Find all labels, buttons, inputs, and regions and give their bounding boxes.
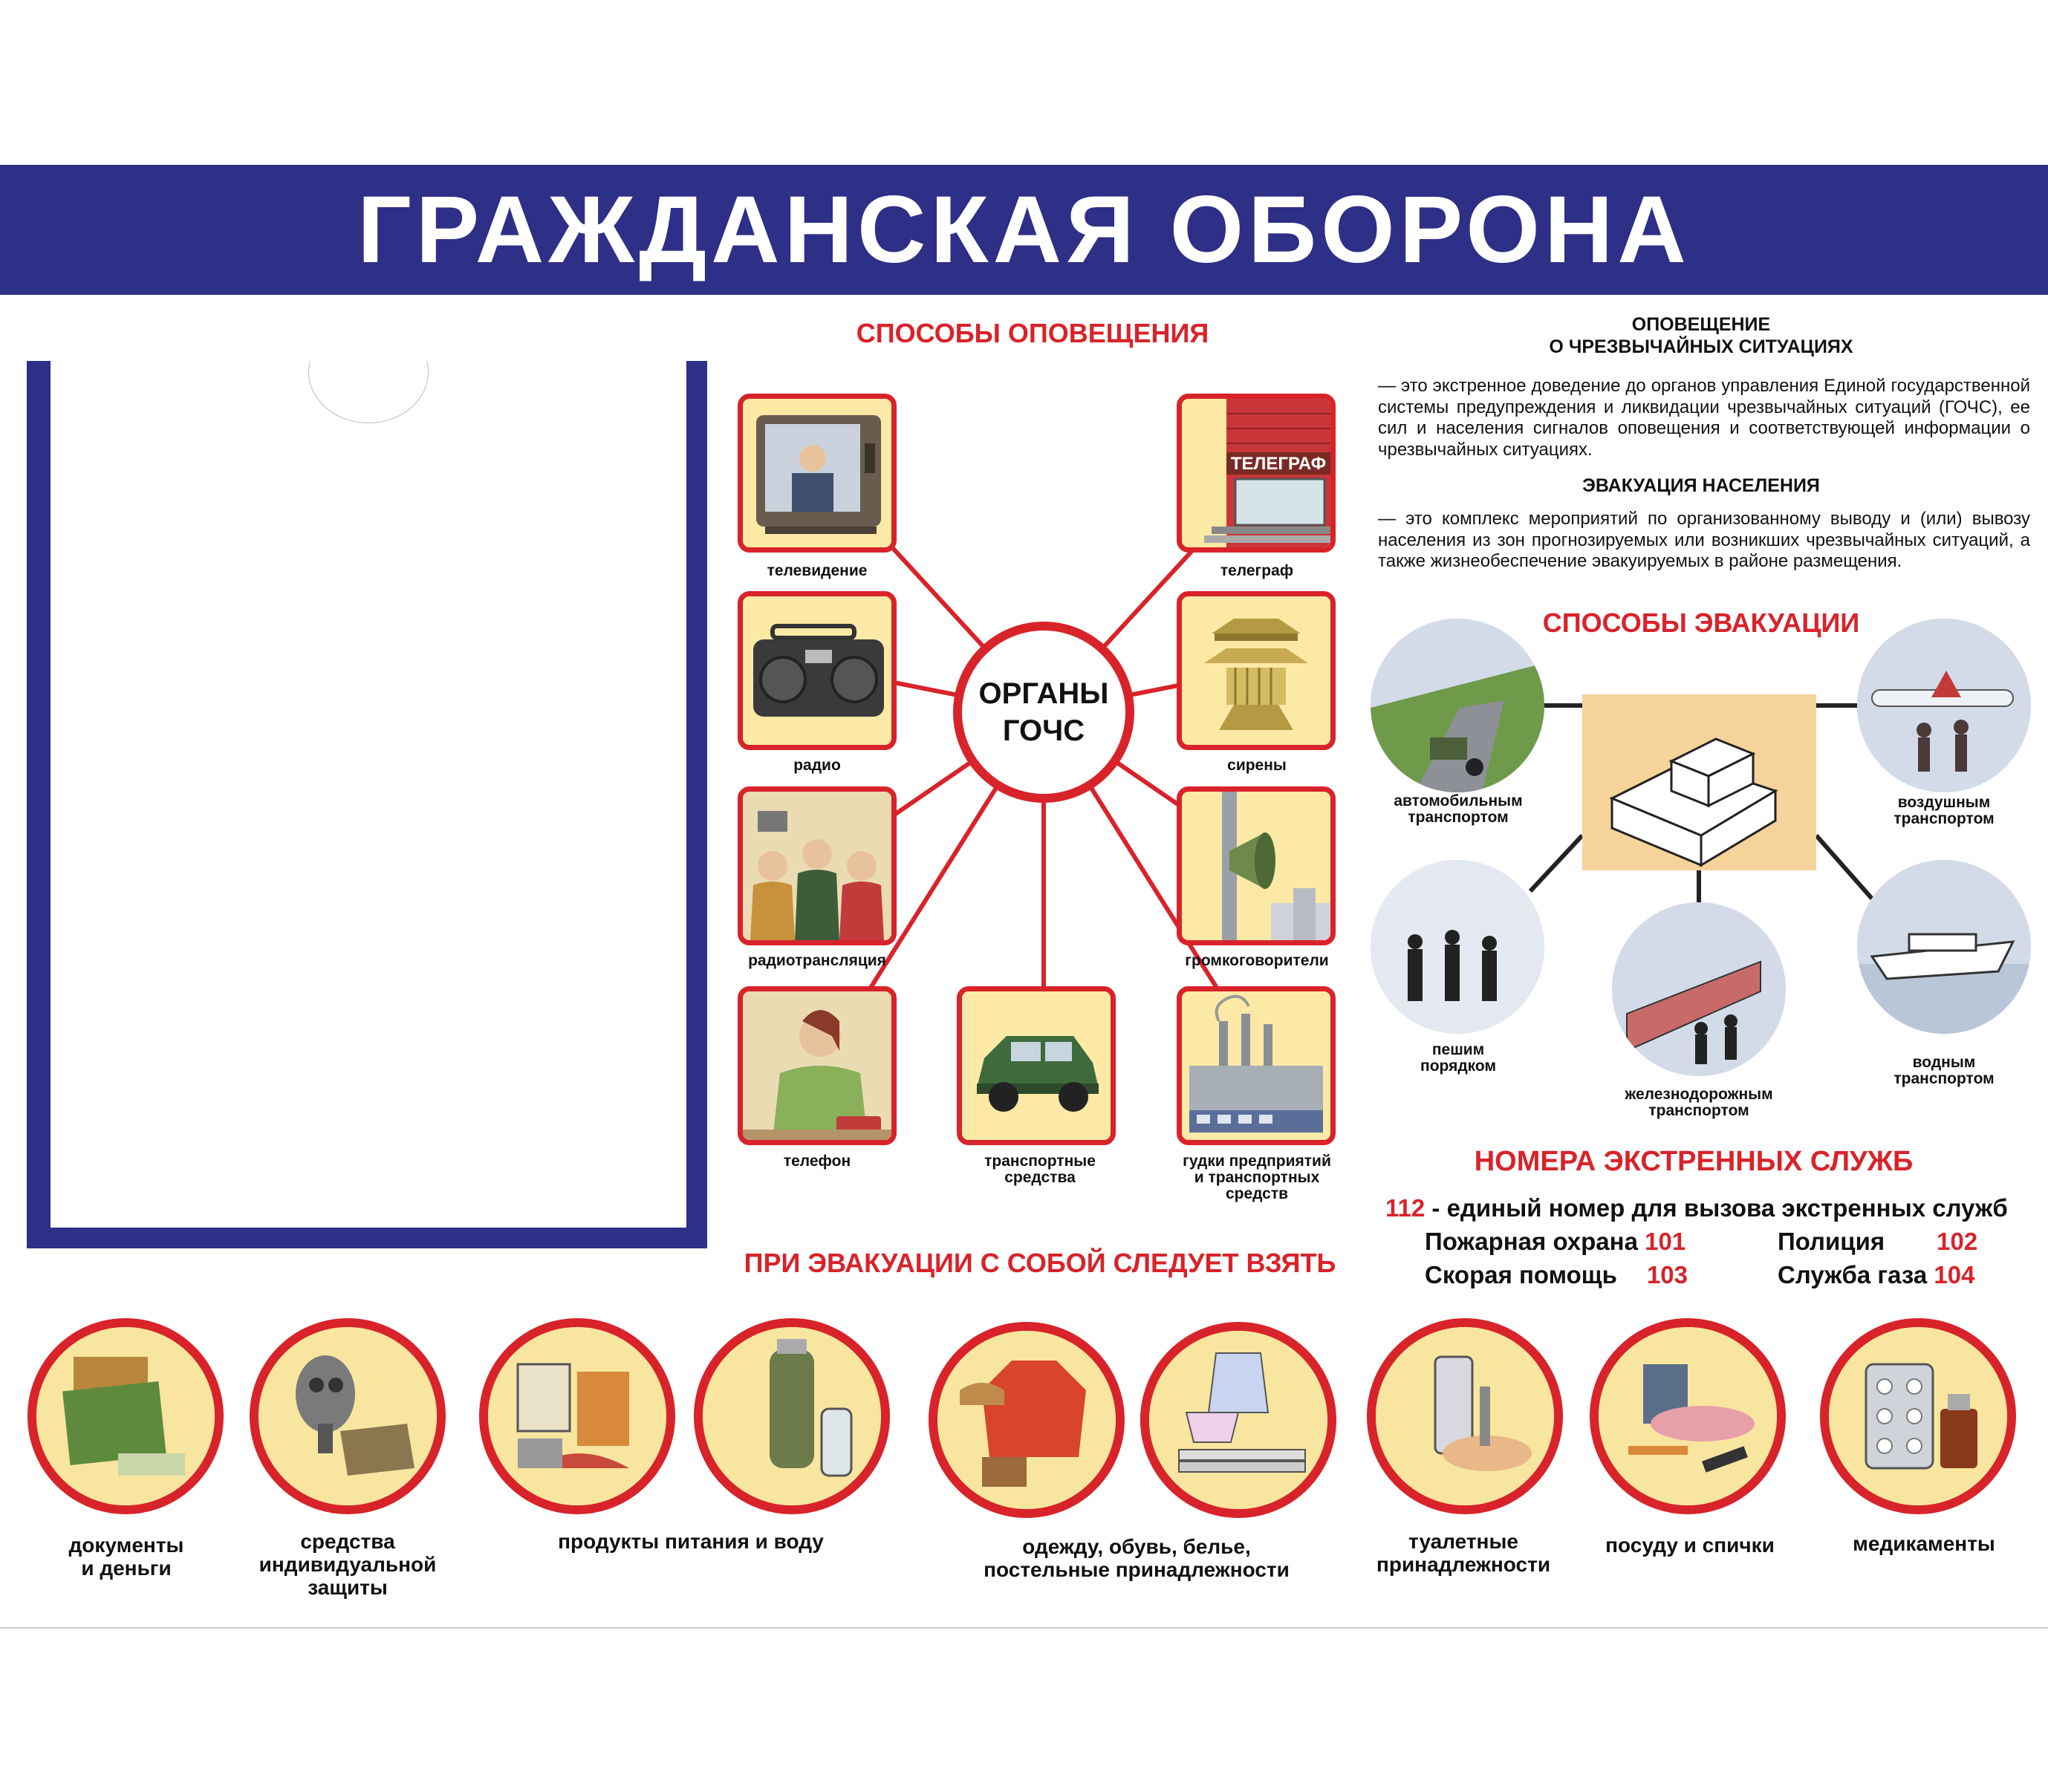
hub-line1: ОРГАНЫ (978, 677, 1109, 710)
emergency-ambulance: Скорая помощь 103 (1425, 1261, 1688, 1288)
emergency-gas: Служба газа 104 (1778, 1261, 1975, 1288)
method-label-factory: гудки предприятий и транспортных средств (1183, 1153, 1331, 1202)
car-transport-icon (1371, 619, 1544, 792)
poster-title: ГРАЖДАНСКАЯ ОБОРОНА (357, 177, 1691, 283)
passport-icon (27, 1318, 224, 1514)
take-label-food: продукты питания и воду (558, 1530, 824, 1553)
svg-text:ТЕЛЕГРАФ: ТЕЛЕГРАФ (1230, 454, 1327, 474)
hub-line2: ГОЧС (1002, 714, 1085, 747)
medicine-icon (1820, 1318, 2016, 1514)
take-label-dishes: посуду и спички (1605, 1534, 1775, 1557)
notification-heading: СПОСОБЫ ОПОВЕЩЕНИЯ (856, 318, 1209, 348)
method-label-tv: телевидение (767, 562, 868, 579)
take-label-protection: средства индивидуальной защиты (259, 1530, 437, 1599)
take-label-clothes: одежду, обувь, белье, постельные принадлежности (984, 1535, 1290, 1581)
method-label-siren: сирены (1227, 757, 1287, 774)
evac-label-car: автомобильным транспортом (1394, 792, 1523, 826)
method-label-loudspeaker: громкоговорители (1185, 952, 1329, 969)
definition-text-notification: — это экстренное доведение до органов управления Единой государственной системы предупреждения и ликвидации чрезвычайных ситуаций (ГОЧС), ее сил и населения сигналов оповещения и соответствующей информации о чрезвычайных ситуациях. (1378, 376, 2030, 460)
emergency-heading: НОМЕРА ЭКСТРЕННЫХ СЛУЖБ (1474, 1146, 1914, 1177)
emergency-main-line: 112 - единый номер для вызова экстренных служб (1385, 1194, 2008, 1222)
method-label-radio: радио (793, 757, 841, 774)
take-label-medicine: медикаменты (1853, 1532, 1995, 1555)
evac-label-air: воздушным транспортом (1893, 794, 1995, 827)
method-label-broadcast: радиотрансляция (748, 952, 886, 969)
take-along-heading: ПРИ ЭВАКУАЦИИ С СОБОЙ СЛЕДУЕТ ВЗЯТЬ (744, 1248, 1336, 1278)
definition-heading-notification: ОПОВЕЩЕНИЕ О ЧРЕЗВЫЧАЙНЫХ СИТУАЦИЯХ (1549, 314, 1853, 357)
method-label-phone: телефон (783, 1153, 851, 1170)
bedding-icon (1140, 1322, 1336, 1518)
dishes-icon (1590, 1318, 1786, 1514)
water-bottle-icon (694, 1318, 890, 1514)
method-label-telegraph: телеграф (1220, 562, 1294, 579)
take-label-toiletries: туалетные принадлежности (1376, 1530, 1551, 1576)
airplane-icon (1857, 619, 2031, 792)
walking-people-icon (1371, 860, 1544, 1034)
evac-label-rail: железнодорожным транспортом (1625, 1086, 1773, 1119)
toiletries-icon (1367, 1318, 1563, 1514)
ship-icon (1857, 860, 2031, 1034)
method-label-vehicle: транспортные средства (984, 1153, 1096, 1186)
train-icon (1612, 902, 1786, 1076)
food-icon (479, 1318, 675, 1514)
evac-label-water: водным транспортом (1893, 1054, 1995, 1087)
definition-heading-evacuation: ЭВАКУАЦИЯ НАСЕЛЕНИЯ (1582, 475, 1820, 496)
definition-text-evacuation: — это комплекс мероприятий по организованному выводу и (или) вывозу населения из зон прогнозируемых или возникших чрезвычайных ситуаций, а также жизнеобеспечение эвакуируемых в районе размещения. (1378, 509, 2030, 571)
gas-mask-icon (250, 1318, 446, 1514)
evac-label-walk: пешим порядком (1420, 1041, 1496, 1075)
take-label-documents: документы и деньги (68, 1534, 184, 1580)
emergency-police: Полиция 102 (1778, 1228, 1978, 1255)
evacuation-heading: СПОСОБЫ ЭВАКУАЦИИ (1542, 607, 1860, 638)
evacuation-city-icon (1582, 694, 1816, 870)
emergency-fire: Пожарная охрана 101 (1425, 1228, 1686, 1255)
clothes-icon (929, 1322, 1125, 1518)
